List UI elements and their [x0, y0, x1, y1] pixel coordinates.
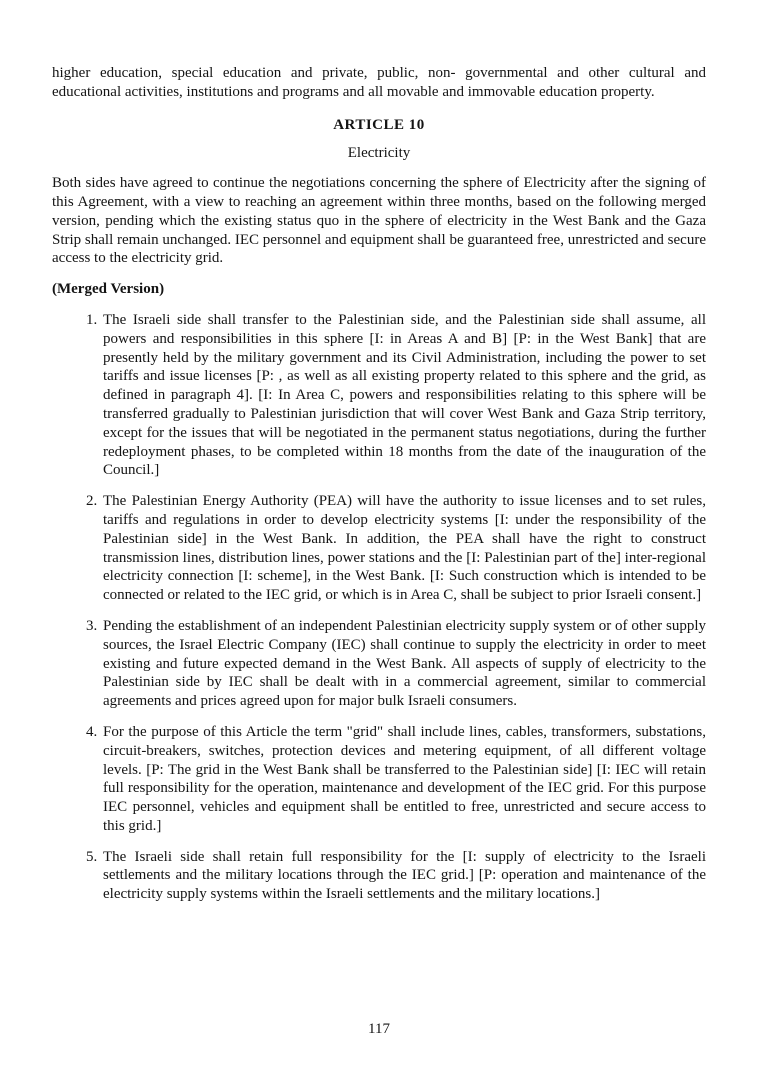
clause-text: The Israeli side shall retain full responsibility for the [I: supply of electricity to the Israeli settlements and the military locations through the IEC grid.] [P: operation and maintenance of the electricity supply systems within the Israeli settlements and the military locations.]: [103, 848, 706, 903]
clause-item: [86, 848, 706, 904]
clause-text: The Palestinian Energy Authority (PEA) will have the authority to issue licenses and to set rules, tariffs and regulations in order to develop electricity systems [I: under the responsibility of the Palestinian side] in the West Bank. In addition, the PEA shall have the right to construct transmission lines, distribution lines, power stations and the [I: Palestinian part of the] inter-regional electricity connection [I: scheme], in the West Bank. [I: Such construction which is intended to be connected or related to the IEC grid, or which is in Area C, shall be subject to prior Israeli consent.]: [103, 493, 706, 604]
merged-version-heading: (Merged Version): [52, 281, 165, 298]
clause-number: 1.: [86, 311, 98, 328]
clause-text: For the purpose of this Article the term "grid" shall include lines, cables, transformers, substations, circuit-breakers, switches, protection devices and metering equipment, of all different voltage levels. [P: The grid in the West Bank shall be transferred to the Palestinian side] [I: IEC will retain full responsibility for the operation, maintenance and development of the IEC grid. For this purpose IEC personnel, vehicles and equipment shall be entitled to free, unrestricted and secure access to this grid.]: [103, 723, 706, 834]
clause-list: [52, 299, 706, 904]
continuation-paragraph: higher education, special education and private, public, non- governmental and other cultural and educational activities, institutions and programs and all movable and immovable education property.: [52, 65, 706, 100]
preamble-paragraph: Both sides have agreed to continue the negotiations concerning the sphere of Electricity after the signing of this Agreement, with a view to reaching an agreement within three months, based on the following merged version, pending which the existing status quo in the sphere of electricity in the West Bank and the Gaza Strip shall remain unchanged. IEC personnel and equipment shall be guaranteed free, unrestricted and secure access to the electricity grid.: [52, 175, 706, 267]
clause-item: [86, 723, 706, 836]
clause-number: 4.: [86, 723, 98, 740]
clause-text: Pending the establishment of an independent Palestinian electricity supply system or of other supply sources, the Israel Electric Company (IEC) shall continue to supply the electricity in order to meet existing and future expected demand in the West Bank. All aspects of supply of electricity to the Palestinian side by IEC shall be dealt with in a commercial agreement, similar to commercial agreements and prices agreed upon for major bulk Israeli consumers.: [103, 617, 706, 710]
clause-number: 2.: [86, 493, 98, 510]
clause-item: [86, 617, 706, 711]
article-subheading: Electricity: [347, 145, 411, 162]
clause-item: [86, 311, 706, 480]
clause-number: 3.: [86, 617, 98, 634]
article-heading: ARTICLE 10: [333, 116, 425, 133]
clause-item: [86, 492, 706, 605]
clause-number: 5.: [86, 848, 98, 865]
clause-text: The Israeli side shall transfer to the Palestinian side, and the Palestinian side shall assume, all powers and responsibilities in this sphere [I: in Areas A and B] [P: in the West Bank] that are presently held by the military government and its Civil Administration, including the power to set tariffs and issue licenses [P: , as well as all existing property related to this sphere and the grid, as defined in paragraph 4]. [I: In Area C, powers and responsibilities relating to this sphere will be transferred gradually to Palestinian jurisdiction that will cover West Bank and Gaza Strip territory, except for the issues that will be negotiated in the permanent status negotiations, during the further redeployment phases, to be completed within 18 months from the date of the inauguration of the Council.]: [103, 311, 706, 479]
page-number: 117: [368, 1021, 390, 1038]
